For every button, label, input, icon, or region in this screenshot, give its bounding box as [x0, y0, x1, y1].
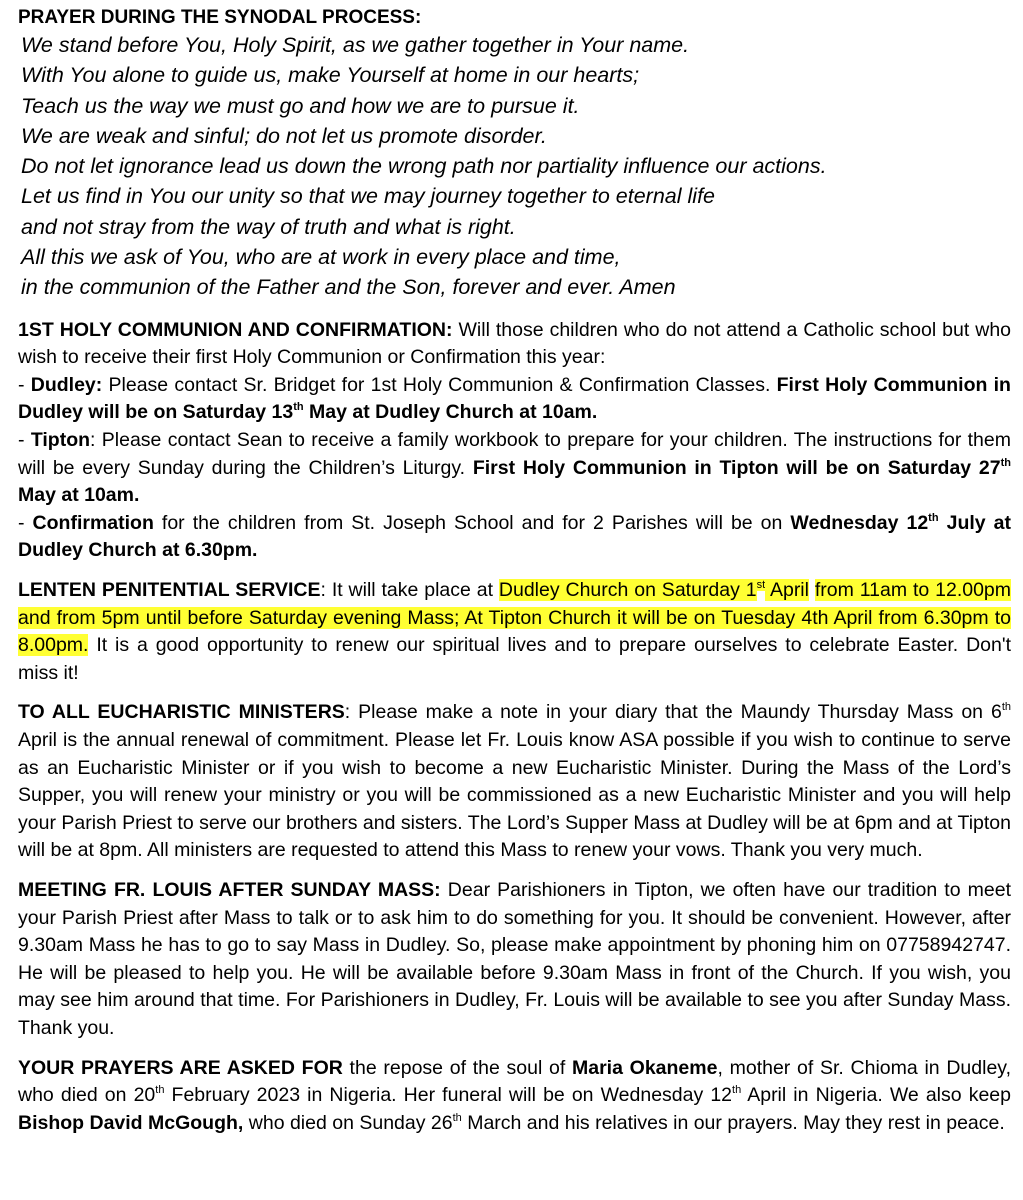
prayer-line: Teach us the way we must go and how we are to pursue it. — [21, 93, 580, 118]
lenten-highlight-c: from 11am to 12.00pm and from 5pm until before Saturday evening Mass; At Tipton Church it will be on Tuesday 4th April from 6.30pm to 8.00pm. — [18, 579, 1012, 657]
dudley-text: Please contact Sr. Bridget for 1st Holy Communion & Confirmation Classes. — [102, 373, 777, 396]
synodal-prayer-section — [18, 6, 1011, 303]
tipton-date-a: First Holy Communion in Tipton will be on Saturday 27 — [472, 456, 1001, 479]
list-dash: - — [18, 511, 33, 534]
prayers-text-f: March and his relatives in our prayers. May they rest in peace. — [461, 1111, 1005, 1134]
lenten-highlight-a: Dudley Church on Saturday 1 — [498, 579, 757, 602]
communion-heading: 1ST HOLY COMMUNION AND CONFIRMATION: — [18, 318, 453, 341]
prayers-text-c: February 2023 in Nigeria. Her funeral will be on Wednesday 12 — [164, 1084, 733, 1107]
prayers-text-e: who died on Sunday 26 — [243, 1111, 453, 1134]
communion-intro — [18, 317, 1011, 372]
prayer-line: Do not let ignorance lead us down the wrong path nor partiality influence our actions. — [21, 154, 827, 179]
communion-confirmation-section — [18, 317, 1011, 565]
prayer-title: PRAYER DURING THE SYNODAL PROCESS: — [18, 7, 422, 28]
prayer-lines — [18, 30, 1011, 303]
confirmation-label: Confirmation — [32, 511, 154, 534]
ministers-heading: TO ALL EUCHARISTIC MINISTERS — [18, 701, 345, 724]
meeting-text: Dear Parishioners in Tipton, we often have our tradition to meet your Parish Priest after Mass to talk or to ask him to do something for you. It should be convenient. However, after 9.30am Mass he has to go to say Mass in Dudley. So, please make appointment by phoning him on 07758942747. He will be pleased to help you. He will be available before 9.30am Mass in front of the Church. If you wish, you may see him around that time. For Parishioners in Dudley, Fr. Louis will be available to see you after Sunday Mass. Thank you. — [18, 878, 1011, 1039]
prayers-heading: YOUR PRAYERS ARE ASKED FOR — [18, 1056, 343, 1079]
tipton-date-b: May at 10am. — [18, 484, 140, 507]
prayers-text-a: the repose of the soul of — [342, 1056, 572, 1079]
ministers-sup: th — [1001, 701, 1011, 714]
prayers-sup-c: th — [452, 1111, 462, 1124]
communion-tipton-item — [18, 427, 1011, 510]
prayers-asked-section — [18, 1055, 1011, 1138]
dudley-label: Dudley: — [30, 373, 103, 396]
confirmation-date-sup: th — [928, 511, 939, 524]
lenten-text-a: : It will take place at — [320, 579, 499, 602]
tipton-label: Tipton — [30, 429, 91, 452]
prayer-line: in the communion of the Father and the Son, forever and ever. Amen — [21, 275, 676, 300]
prayers-text-d: April in Nigeria. We also keep — [741, 1084, 1011, 1107]
communion-intro-text: Will those children who do not attend a Catholic school but who wish to receive their first Holy Communion or Confirmation this year: — [18, 318, 1012, 369]
dudley-date-b: May at Dudley Church at 10am. — [303, 401, 598, 424]
list-dash: - — [18, 373, 31, 396]
meeting-heading: MEETING FR. LOUIS AFTER SUNDAY MASS: — [18, 878, 441, 901]
list-dash: - — [18, 429, 31, 452]
lenten-heading: LENTEN PENITENTIAL SERVICE — [18, 579, 321, 602]
tipton-text: : Please contact Sean to receive a family workbook to prepare for your children. The instructions for them will be every Sunday during the Children’s Liturgy. — [18, 429, 1011, 479]
prayers-paragraph — [18, 1055, 1011, 1138]
prayers-sup-a: th — [155, 1084, 165, 1097]
lenten-paragraph — [18, 577, 1011, 687]
prayer-line: We are weak and sinful; do not let us promote disorder. — [21, 123, 547, 148]
tipton-date-sup: th — [1000, 456, 1011, 469]
lenten-text-c: It is a good opportunity to renew our spiritual lives and to prepare ourselves to celebrate Easter. Don't miss it! — [18, 634, 1011, 684]
prayers-sup-b: th — [732, 1084, 742, 1097]
dudley-date-a: First Holy Communion in Dudley will be on Saturday 13 — [18, 373, 1011, 424]
prayer-line: and not stray from the way of truth and what is right. — [21, 214, 516, 239]
lenten-highlight-sup: st — [756, 579, 766, 592]
bishop-name: Bishop David McGough, — [18, 1111, 244, 1134]
confirmation-item — [18, 510, 1011, 565]
lenten-service-section — [18, 577, 1011, 687]
ministers-text-a: : Please make a note in your diary that the Maundy Thursday Mass on 6 — [344, 701, 1002, 724]
confirmation-date-b: July at Dudley Church at 6.30pm. — [18, 511, 1011, 562]
ministers-paragraph — [18, 699, 1011, 865]
prayers-text-b: , mother of Sr. Chioma in Dudley, who died on 20 — [18, 1056, 1012, 1107]
deceased-name: Maria Okaneme — [572, 1056, 718, 1079]
ministers-text-b: April is the annual renewal of commitment. Please let Fr. Louis know ASA possible if you wish to continue to serve as an Eucharistic Minister or if you wish to become a new Eucharistic Minister. During the Mass of the Lord’s Supper, you will renew your ministry or you will be commissioned as a new Eucharistic Minister and you will help your Parish Priest to serve our brothers and sisters. The Lord’s Supper Mass at Dudley will be at 6pm and at Tipton will be at 8pm. All ministers are requested to attend this Mass to renew your vows. Thank you very much. — [18, 728, 1011, 862]
confirmation-text: for the children from St. Joseph School and for 2 Parishes will be on — [153, 511, 791, 534]
prayer-line: With You alone to guide us, make Yourself at home in our hearts; — [21, 63, 640, 88]
communion-dudley-item — [18, 372, 1011, 427]
prayer-line: All this we ask of You, who are at work in every place and time, — [21, 245, 621, 270]
prayer-line: Let us find in You our unity so that we may journey together to eternal life — [21, 184, 715, 209]
eucharistic-ministers-section — [18, 699, 1011, 865]
lenten-highlight-b: April — [765, 579, 809, 602]
prayer-line: We stand before You, Holy Spirit, as we gather together in Your name. — [21, 33, 690, 57]
dudley-date-sup: th — [293, 401, 304, 414]
meeting-fr-louis-section — [18, 877, 1011, 1043]
confirmation-date-a: Wednesday 12 — [790, 511, 929, 534]
meeting-paragraph — [18, 877, 1011, 1043]
lenten-text-b — [809, 579, 815, 601]
